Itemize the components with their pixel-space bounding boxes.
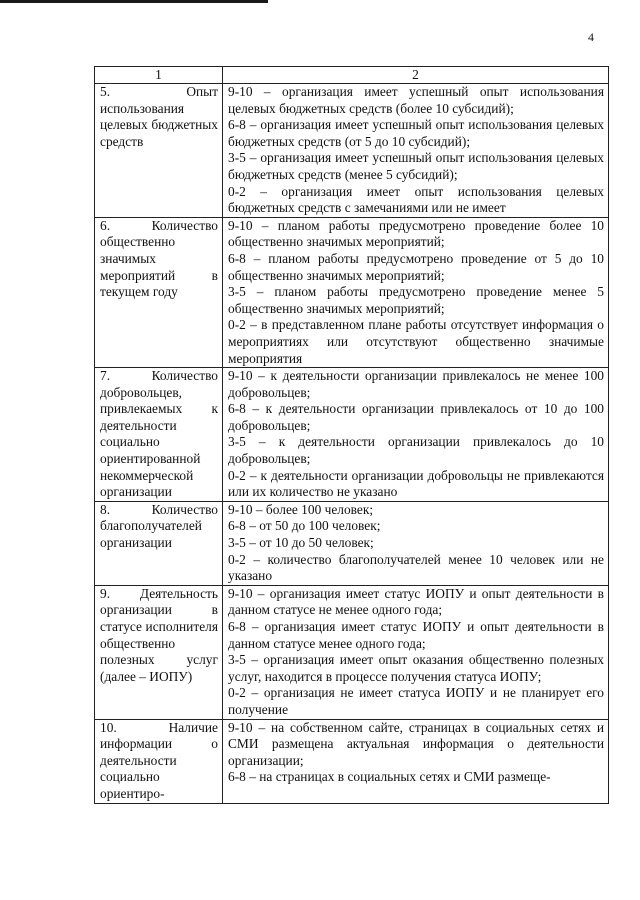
score-item: 0-2 – организация не имеет статуса ИОПУ и не планирует его получение (228, 685, 604, 717)
table-row (95, 501, 609, 585)
column-header-2: 2 (223, 67, 609, 84)
criterion-name: 9. Деятельность организации в статусе исполнителя общественно полезных услуг (далее – ИОПУ) (95, 585, 223, 719)
score-item: 6-8 – от 50 до 100 человек; (228, 518, 381, 534)
criterion-name: 8. Количество благополучателей организации (95, 501, 223, 585)
score-item: 3-5 – планом работы предусмотрено проведение менее 5 общественно значимых мероприятий; (228, 284, 604, 316)
score-item: 3-5 – организация имеет успешный опыт использования целевых бюджетных средств (менее 5 субсидий); (228, 150, 604, 182)
table-row (95, 368, 609, 502)
criterion-description (223, 585, 609, 719)
table-row (95, 719, 609, 803)
score-item: 0-2 – организация имеет опыт использования целевых бюджетных средств с замечаниями или не имеет (228, 183, 604, 216)
top-scan-line (0, 0, 268, 3)
score-item: 9-10 – организация имеет успешный опыт использования целевых бюджетных средств (более 10 субсидий); (228, 84, 604, 116)
score-item: 0-2 – количество благополучателей менее 10 человек или не указано (228, 551, 604, 584)
score-item: 9-10 – на собственном сайте, страницах в социальных сетях и СМИ размещена актуальная информация о деятельности организации; (228, 719, 604, 768)
criterion-description (223, 84, 609, 218)
criterion-name: 6. Количество общественно значимых мероприятий в текущем году (95, 217, 223, 367)
score-item: 3-5 – от 10 до 50 человек; (228, 535, 374, 551)
criteria-table (94, 66, 609, 804)
score-item: 6-8 – на страницах в социальных сетях и СМИ размеще- (228, 769, 551, 785)
criterion-name: 7. Количество добровольцев, привлекаемых к деятельности социально ориентированной некоммерческой организации (95, 368, 223, 502)
criterion-description (223, 719, 609, 803)
table-row (95, 585, 609, 719)
score-item: 6-8 – планом работы предусмотрено проведение от 5 до 10 общественно значимых мероприятий; (228, 250, 604, 283)
table-row (95, 217, 609, 367)
criterion-description (223, 501, 609, 585)
score-item: 3-5 – к деятельности организации привлекалось до 10 добровольцев; (228, 434, 604, 467)
score-item: 6-8 – организация имеет успешный опыт использования целевых бюджетных средств (от 5 до 10 субсидий); (228, 117, 604, 149)
score-item: 6-8 – к деятельности организации привлекалось от 10 до 100 добровольцев; (228, 401, 604, 433)
score-item: 9-10 – к деятельности организации привлекалось не менее 100 добровольцев; (228, 368, 604, 400)
criterion-name: 5. Опыт использования целевых бюджетных средств (95, 84, 223, 218)
column-header-1: 1 (95, 67, 223, 84)
table-header-row (95, 67, 609, 84)
score-item: 0-2 – в представленном плане работы отсутствует информация о мероприятиях или отсутствуют общественно значимые мероприятия (228, 317, 604, 366)
score-item: 9-10 – организация имеет статус ИОПУ и опыт деятельности в данном статусе не менее одного года; (228, 585, 604, 618)
score-item: 9-10 – более 100 человек; (228, 501, 374, 517)
score-item: 3-5 – организация имеет опыт оказания общественно полезных услуг, находится в процессе получения статуса ИОПУ; (228, 652, 604, 684)
score-item: 6-8 – организация имеет статус ИОПУ и опыт деятельности в данном статусе менее одного года; (228, 619, 604, 651)
criterion-description (223, 368, 609, 502)
criterion-description (223, 217, 609, 367)
criterion-name: 10. Наличие информации о деятельности социально ориентиро- (95, 719, 223, 803)
score-item: 0-2 – к деятельности организации добровольцы не привлекаются или их количество не указано (228, 467, 604, 500)
score-item: 9-10 – планом работы предусмотрено проведение более 10 общественно значимых мероприятий; (228, 217, 604, 250)
page-number: 4 (588, 30, 594, 44)
table-row (95, 84, 609, 218)
